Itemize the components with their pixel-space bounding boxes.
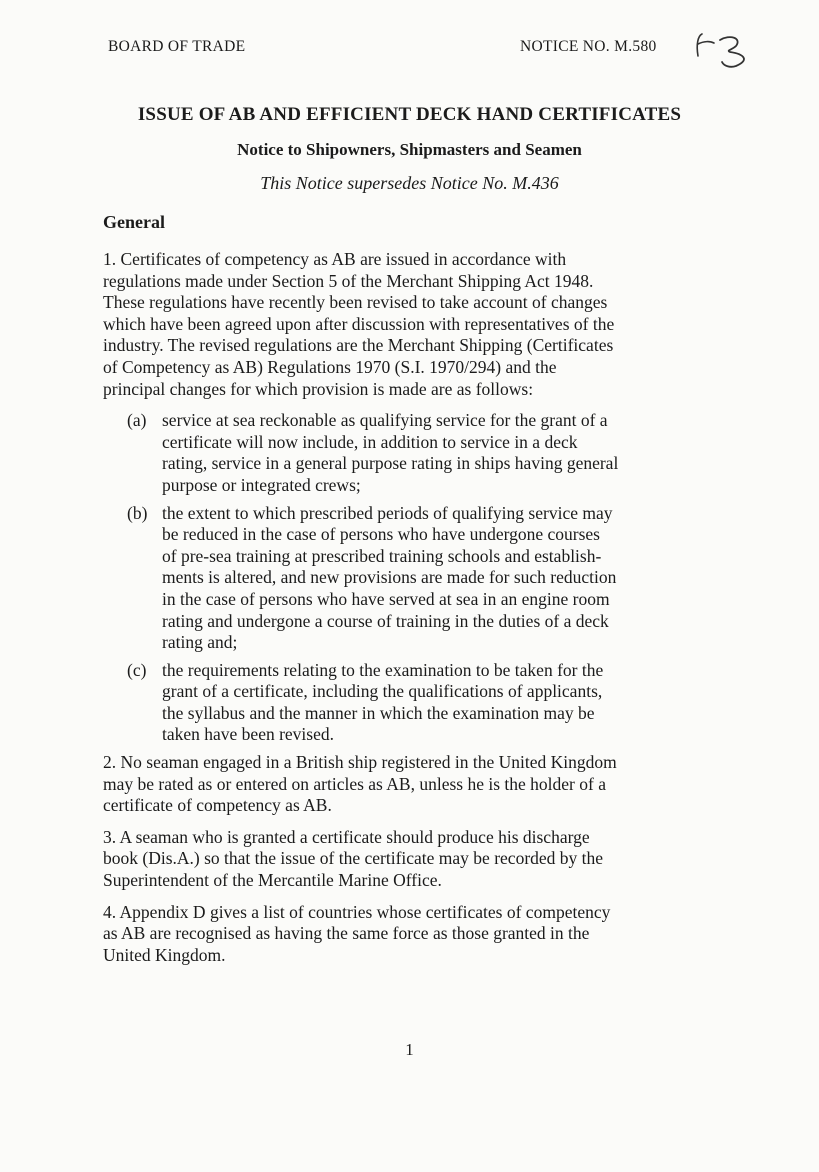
paragraph-line: certificate of competency as AB. — [103, 795, 332, 816]
list-item-line: of pre-sea training at prescribed training schools and establish- — [162, 545, 602, 566]
paragraph-line: These regulations have recently been revised to take account of changes — [103, 292, 608, 313]
list-item-b — [103, 503, 715, 654]
document-title: ISSUE OF AB AND EFFICIENT DECK HAND CERTIFICATES — [137, 104, 682, 125]
page-number: 1 — [405, 1040, 414, 1059]
list-item-label: (c) — [127, 659, 147, 680]
list-item-line: rating and undergone a course of training in the duties of a deck — [162, 610, 609, 631]
paragraph-line: which have been agreed upon after discussion with representatives of the — [103, 313, 615, 334]
list-item-line: in the case of persons who have served at sea in an engine room — [162, 588, 610, 609]
list-item-c — [103, 660, 715, 746]
list-item-line: the extent to which prescribed periods of qualifying service may — [162, 502, 613, 523]
list-item-line: ments is altered, and new provisions are made for such reduction — [162, 567, 617, 588]
paragraph-1 — [103, 249, 715, 400]
list-item-line: the syllabus and the manner in which the examination may be — [162, 702, 595, 723]
list-item-label: (a) — [127, 410, 147, 431]
list-item-line: grant of a certificate, including the qualifications of applicants, — [162, 681, 603, 702]
list-item-line: be reduced in the case of persons who have undergone courses — [162, 524, 600, 545]
header-department: BOARD OF TRADE — [108, 38, 246, 55]
list-item-a — [103, 410, 715, 496]
paragraph-4 — [103, 902, 715, 967]
paragraph-line: book (Dis.A.) so that the issue of the certificate may be recorded by the — [103, 848, 604, 869]
list-item-line: certificate will now include, in addition to service in a deck — [162, 431, 578, 452]
paragraph-2 — [103, 752, 715, 817]
paragraph-line: 2. No seaman engaged in a British ship registered in the United Kingdom — [103, 752, 617, 773]
list-item-line: service at sea reckonable as qualifying service for the grant of a — [162, 410, 608, 431]
paragraph-line: of Competency as AB) Regulations 1970 (S.I. 1970/294) and the — [103, 356, 557, 377]
paragraph-line: as AB are recognised as having the same force as those granted in the — [103, 923, 590, 944]
document-body — [103, 249, 715, 976]
document-subtitle: Notice to Shipowners, Shipmasters and Seamen — [237, 140, 582, 159]
section-heading: General — [103, 212, 165, 232]
list-item-label: (b) — [127, 502, 148, 523]
list-item-line: purpose or integrated crews; — [162, 474, 361, 495]
paragraph-line: principal changes for which provision is made are as follows: — [103, 378, 534, 399]
supersedes-note: This Notice supersedes Notice No. M.436 — [260, 173, 559, 193]
paragraph-3 — [103, 827, 715, 892]
list-item-line: rating and; — [162, 632, 238, 653]
paragraph-line: 1. Certificates of competency as AB are issued in accordance with — [103, 249, 567, 269]
list-item-line: taken have been revised. — [162, 724, 335, 745]
paragraph-line: 3. A seaman who is granted a certificate should produce his discharge — [103, 826, 590, 847]
paragraph-line: United Kingdom. — [103, 944, 226, 965]
paragraph-line: industry. The revised regulations are the Merchant Shipping (Certificates — [103, 335, 614, 356]
handwritten-mark-icon — [690, 26, 760, 72]
paragraph-line: 4. Appendix D gives a list of countries whose certificates of competency — [103, 901, 611, 922]
paragraph-line: regulations made under Section 5 of the Merchant Shipping Act 1948. — [103, 270, 594, 291]
list-item-line: the requirements relating to the examination to be taken for the — [162, 659, 604, 680]
list-item-line: rating, service in a general purpose rating in ships having general — [162, 453, 619, 474]
header-notice-number: NOTICE NO. M.580 — [520, 38, 657, 55]
paragraph-line: Superintendent of the Mercantile Marine Office. — [103, 870, 442, 891]
paragraph-line: may be rated as or entered on articles as AB, unless he is the holder of a — [103, 773, 606, 794]
